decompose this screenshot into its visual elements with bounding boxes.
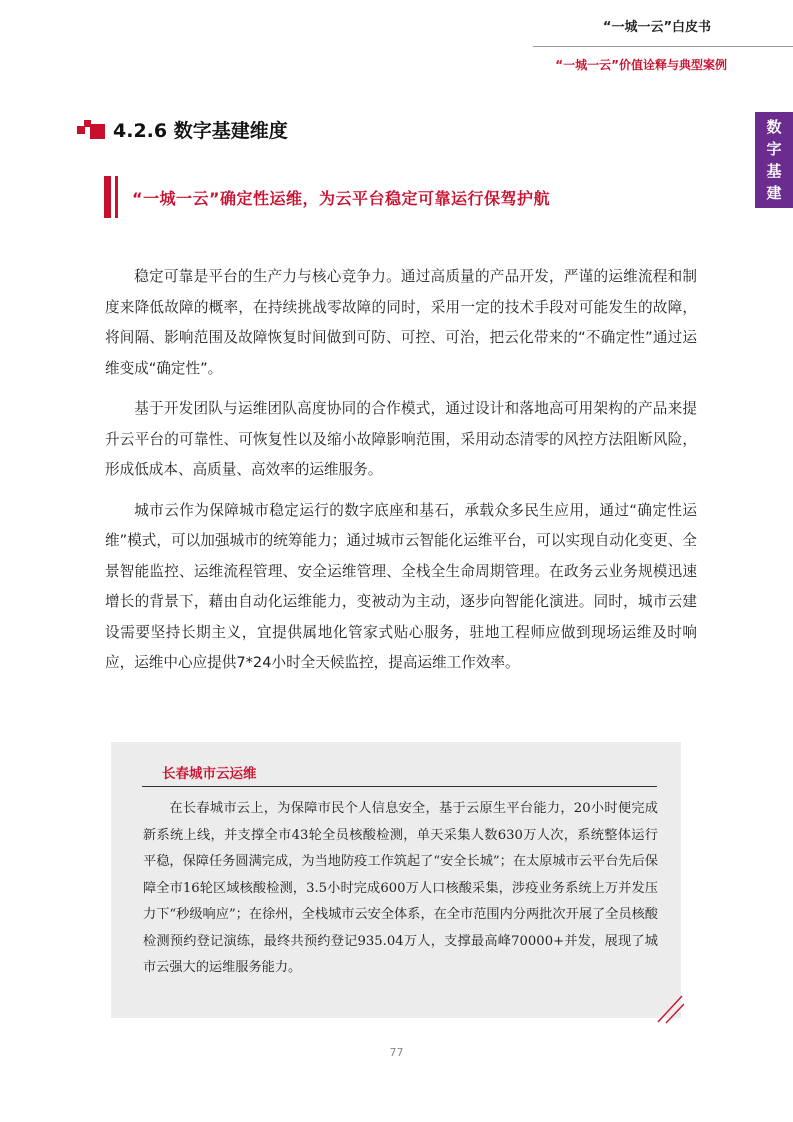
subtitle-bar (104, 176, 111, 218)
document-subtitle: “一城一云”价值诠释与典型案例 (555, 58, 727, 72)
body-text (105, 262, 697, 689)
document-title: “一城一云”白皮书 (602, 20, 711, 35)
section-title: 4.2.6 数字基建维度 (113, 120, 288, 142)
case-study-text: 在长春城市云上，为保障市民个人信息安全，基于云原生平台能力，20小时便完成新系统上线，并支撑全市43轮全员核酸检测，单天采集人数630万人次，系统整体运行平稳，保障任务圆满完成，为当地防疫工作筑起了“安全长城”；在太原城市云平台先后保障全市16轮区域核酸检测，3.5小时完成600万人口核酸采集，涉疫业务系统上万并发压力下“秒级响应”；在徐州，全栈城市云安全体系，在全市范围内分两批次开展了全员核酸检测预约登记演练，最终共预约登记935.04万人，支撑最高峰70000+并发，展现了城市云强大的运维服务能力。 (143, 801, 658, 975)
section-subtitle: “一城一云”确定性运维，为云平台稳定可靠运行保驾护航 (132, 189, 551, 208)
case-study-divider (142, 786, 657, 787)
paragraph: 城市云作为保障城市稳定运行的数字底座和基石，承载众多民生应用，通过“确定性运维”模式，可以加强城市的统筹能力；通过城市云智能化运维平台，可以实现自动化变更、全景智能监控、运维流程管理、安全运维管理、全栈全生命周期管理。在政务云业务规模迅速增长的背景下，藉由自动化运维能力，变被动为主动，逐步向智能化演进。同时，城市云建设需要坚持长期主义，宜提供属地化管家式贴心服务，驻地工程师应做到现场运维及时响应，运维中心应提供7*24小时全天候监控，提高运维工作效率。 (105, 501, 697, 671)
paragraph: 稳定可靠是平台的生产力与核心竞争力。通过高质量的产品开发，严谨的运维流程和制度来降低故障的概率，在持续挑战零故障的同时，采用一定的技术手段对可能发生的故障，将间隔、影响范围及故障恢复时间做到可防、可控、可治，把云化带来的“不确定性”通过运维变成“确定性”。 (105, 268, 697, 377)
subtitle-bar-thin (115, 176, 118, 218)
case-study-title: 长春城市云运维 (162, 766, 257, 782)
side-tab-char: 基 (766, 162, 782, 180)
page-number: 77 (389, 1046, 404, 1059)
side-tab-char: 数 (766, 118, 782, 136)
side-tab-char: 字 (766, 140, 782, 158)
paragraph: 基于开发团队与运维团队高度协同的合作模式，通过设计和落地高可用架构的产品来提升云平台的可靠性、可恢复性以及缩小故障影响范围，采用动态清零的风控方法阻断风险，形成低成本、高质量、高效率的运维服务。 (105, 400, 697, 478)
side-tab-char: 建 (766, 184, 782, 202)
decorative-slash-icon (652, 990, 686, 1024)
header-divider (533, 46, 793, 47)
section-squares-icon (77, 118, 107, 140)
chapter-side-tab (755, 112, 793, 208)
